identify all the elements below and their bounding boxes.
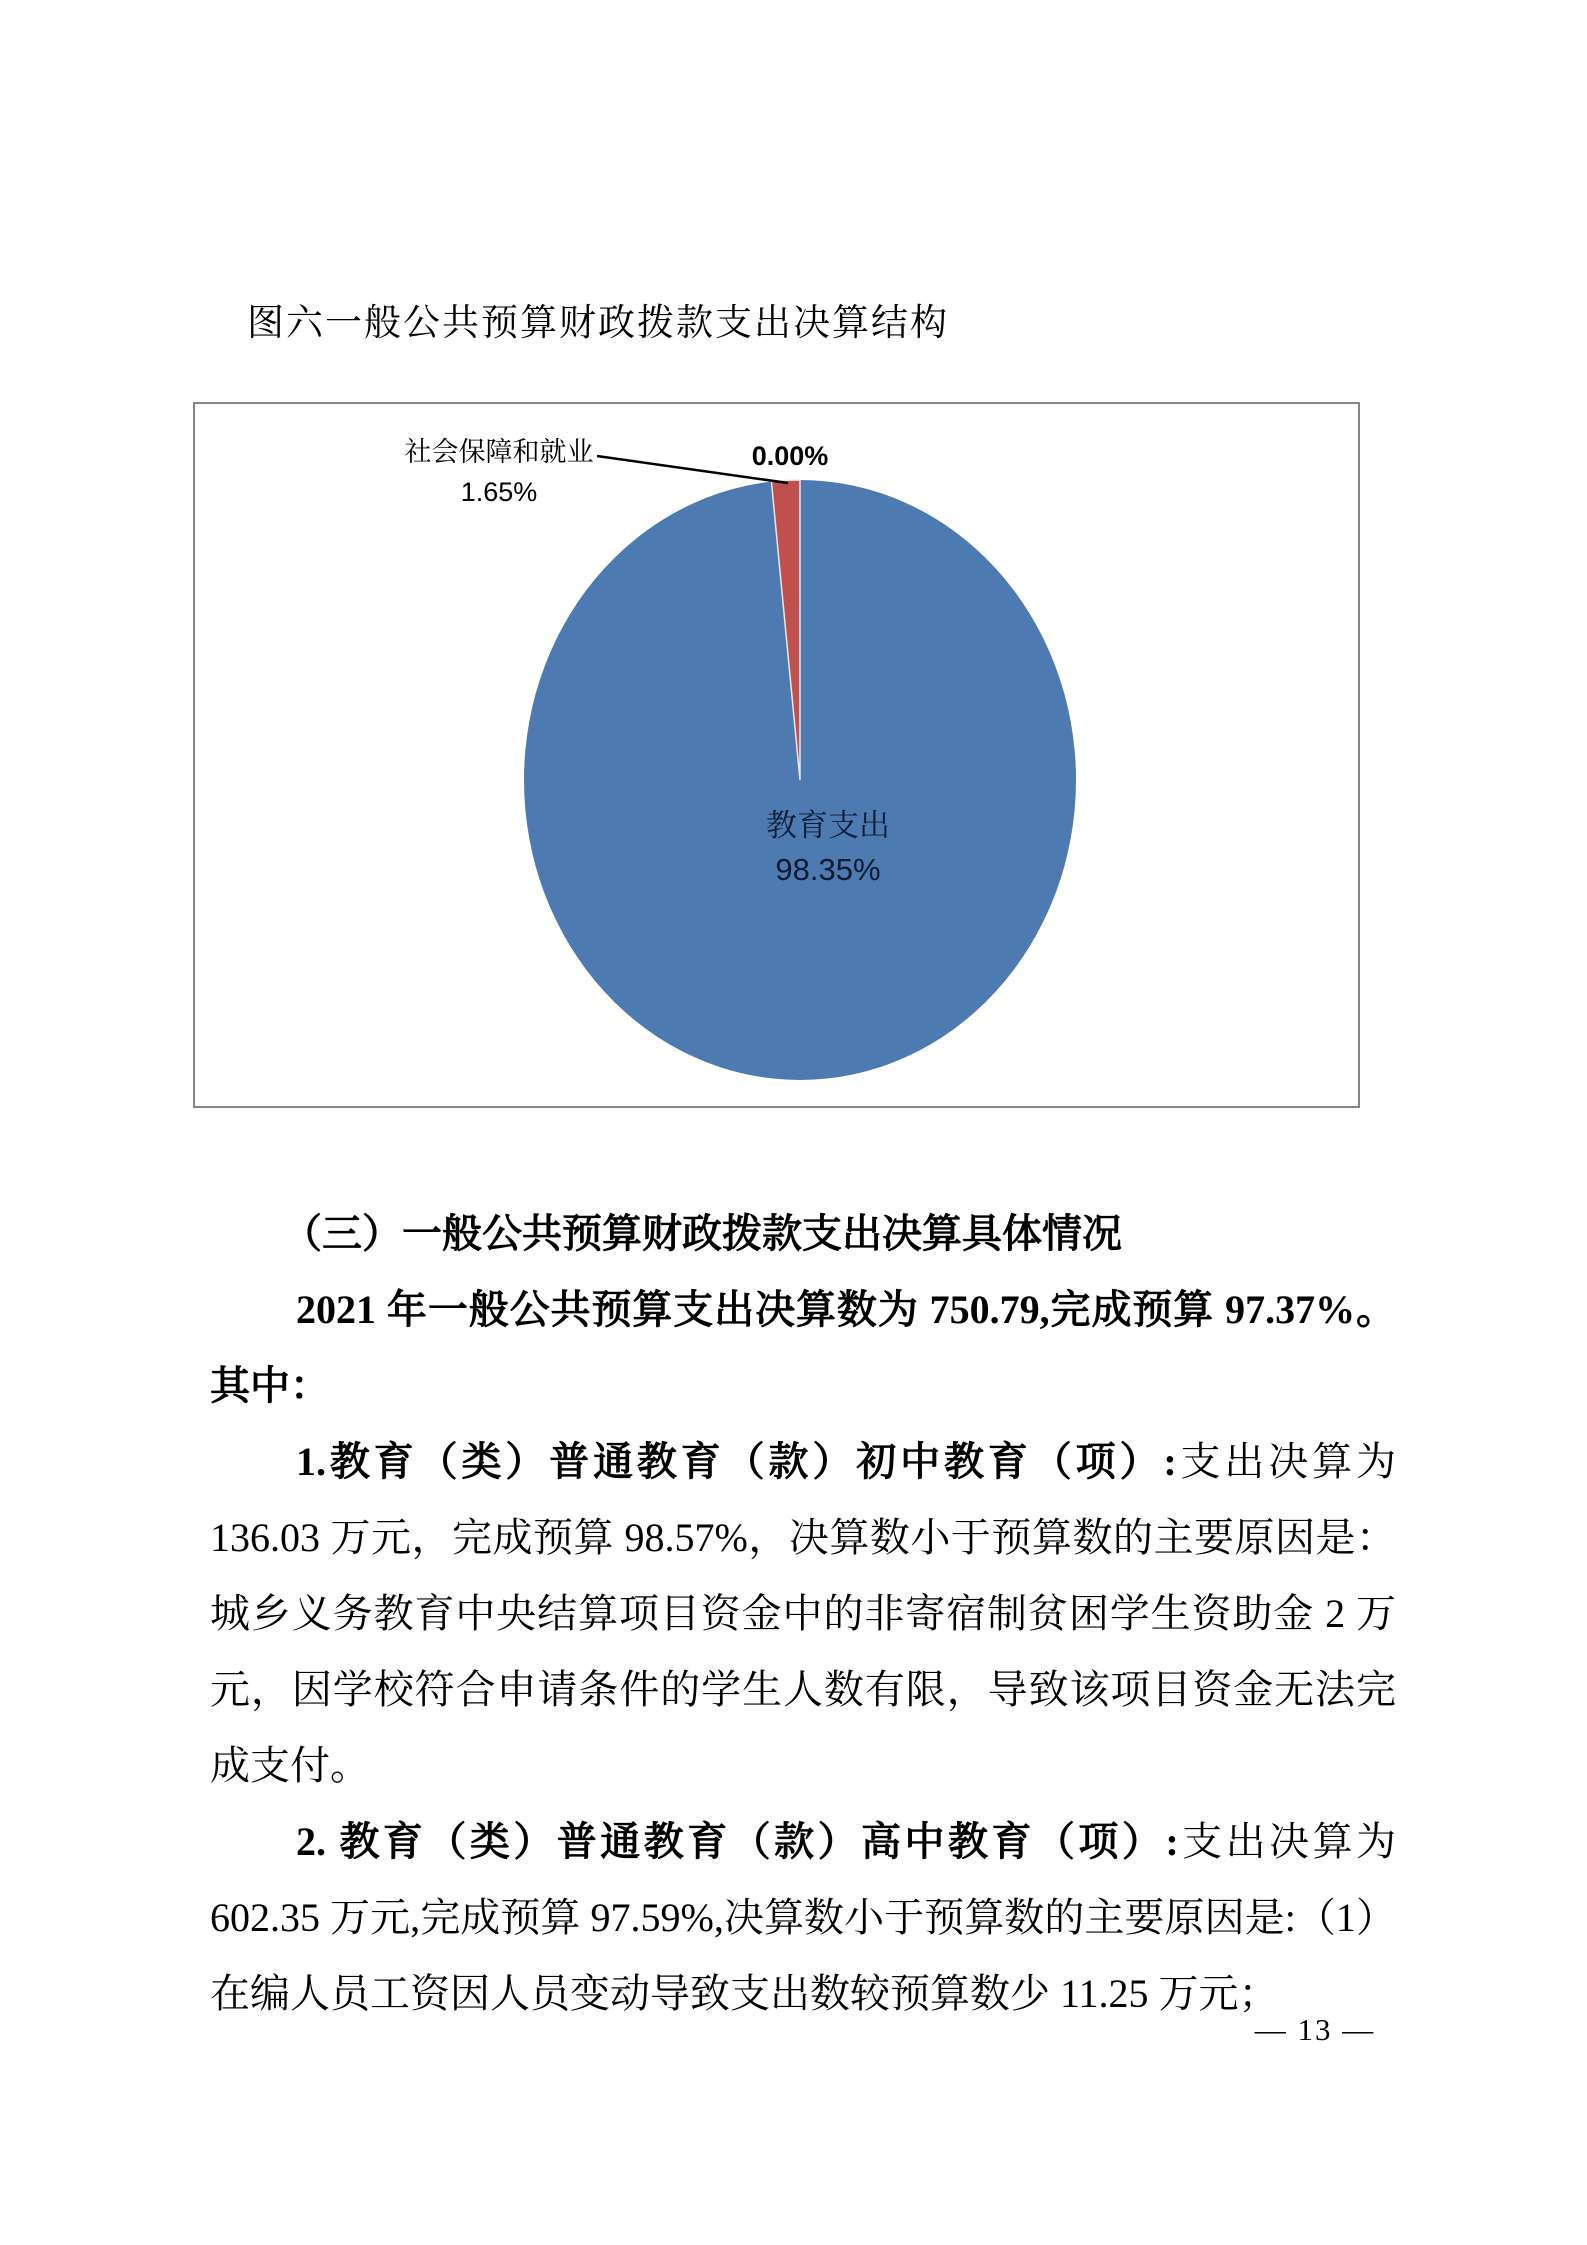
label-social-security [369, 432, 629, 512]
label-education-pct: 98.35% [775, 852, 881, 887]
item-1-text: 支出决算为 136.03 万元，完成预算 98.57%，决算数小于预算数的主要原因是：城乡义务教育中央结算项目资金中的非寄宿制贫困学生资助金 2 万元，因学校符合申请条件的学生人数有限，导致该项目资金无法完成支付。 [210, 1439, 1397, 1788]
item-2-text: 支出决算为 602.35 万元,完成预算 97.59%,决算数小于预算数的主要原因是:（1）在编人员工资因人员变动导致支出数较预算数少 11.25 万元； [210, 1819, 1397, 2016]
label-social-security-pct: 1.65% [460, 477, 538, 507]
figure-title: 图六一般公共预算财政拨款支出决算结构 [247, 303, 949, 344]
paragraph-summary-text: 2021 年一般公共预算支出决算数为 750.79,完成预算 97.37%。其中： [210, 1287, 1396, 1408]
pie-chart-frame [193, 402, 1360, 1108]
item-2-heading: 2. 教育（类）普通教育（款）高中教育（项）: [296, 1819, 1179, 1864]
paragraph-summary [210, 1272, 1396, 1424]
label-education-name: 教育支出 [766, 808, 890, 843]
item-1-heading: 1.教育（类）普通教育（款）初中教育（项）: [296, 1439, 1177, 1484]
label-education [716, 804, 940, 892]
label-zero-pct: 0.00% [751, 441, 829, 471]
page-number: — 13 — [1254, 2012, 1376, 2047]
paragraph-item-2 [210, 1804, 1396, 2032]
label-social-security-name: 社会保障和就业 [404, 437, 594, 467]
body-text [210, 1196, 1396, 2032]
section-heading: （三）一般公共预算财政拨款支出决算具体情况 [282, 1211, 1122, 1256]
paragraph-item-1 [210, 1424, 1396, 1804]
